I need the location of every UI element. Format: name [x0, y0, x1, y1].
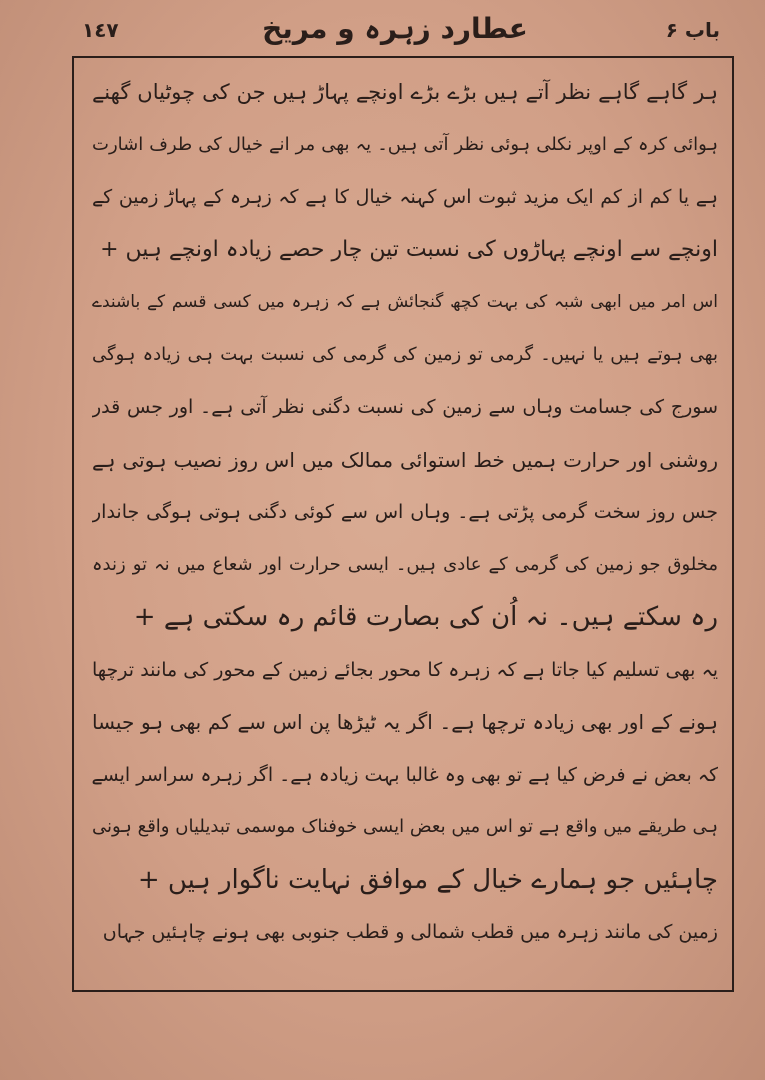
chapter-label: باب ۶ [665, 18, 720, 42]
text-line-15: ہی طریقے میں واقع ہے تو اس میں بعض ایسی خوفناک موسمی تبدیلیاں واقع ہونی [92, 816, 718, 837]
text-line-2: ہوائی کرہ کے اوپر نکلی ہوئی نظر آتی ہیں۔ یہ بھی مر انے خیال کی طرف اشارت [92, 133, 718, 155]
text-line-12: یہ بھی تسلیم کیا جاتا ہے کہ زہرہ کا محور بجائے زمین کے محور کی مانند ترچھا [92, 658, 718, 681]
text-line-17: زمین کی مانند زہرہ میں قطب شمالی و قطب جنوبی بھی ہونے چاہئیں جہاں [102, 921, 718, 943]
text-line-3: ہے یا کم از کم ایک مزید ثبوت اس کہنہ خیال کا ہے کہ زہرہ کے پہاڑ زمین کے [92, 186, 718, 208]
text-line-10: مخلوق جو زمین کی گرمی کے عادی ہیں۔ ایسی حرارت اور شعاع میں نہ تو زندہ [92, 553, 718, 575]
text-line-14: کہ بعض نے فرض کیا ہے تو بھی وہ غالبا بہت زیادہ ہے۔ اگر زہرہ سراسر ایسے [92, 763, 718, 786]
text-line-8: روشنی اور حرارت ہمیں خط استوائی ممالک میں اس روز نصیب ہوتی ہے [92, 447, 718, 472]
text-line-16: چاہئیں جو ہمارے خیال کے موافق نہایت ناگوار ہیں + [137, 864, 718, 895]
text-line-4: اونچے سے اونچے پہاڑوں کی نسبت تین چار حصے زیادہ اونچے ہیں + [100, 236, 718, 262]
running-title: عطارد زہرہ و مریخ [262, 12, 528, 45]
text-frame [72, 56, 734, 992]
text-line-13: ہونے کے اور بھی زیادہ ترچھا ہے۔ اگر یہ ٹیڑھا پن اس سے کم بھی ہو جیسا [92, 710, 718, 734]
text-line-1: ہر گاہے گاہے نظر آتے ہیں بڑے بڑے اونچے پہاڑ ہیں جن کی چوٹیاں گھنے [92, 80, 718, 104]
text-line-11: رہ سکتے ہیں۔ نہ اُن کی بصارت قائم رہ سکتی ہے + [133, 602, 718, 632]
text-line-9: جس روز سخت گرمی پڑتی ہے۔ وہاں اس سے کوئی دگنی ہوتی ہوگی جاندار [92, 501, 718, 523]
text-line-7: سورج کی جسامت وہاں سے زمین کی نسبت دگنی نظر آتی ہے۔ اور جس قدر [92, 396, 718, 418]
page-number: ١٤٧ [82, 18, 119, 42]
text-line-6: بھی ہوتے ہیں یا نہیں۔ گرمی تو زمین کی گرمی کی نسبت بہت ہی زیادہ ہوگی [92, 343, 718, 365]
page-header [70, 10, 720, 54]
body-text [92, 66, 718, 959]
text-line-5: اس امر میں ابھی شبہ کی بہت کچھ گنجائش ہے کہ زہرہ میں کسی قسم کے باشندے [92, 292, 718, 312]
